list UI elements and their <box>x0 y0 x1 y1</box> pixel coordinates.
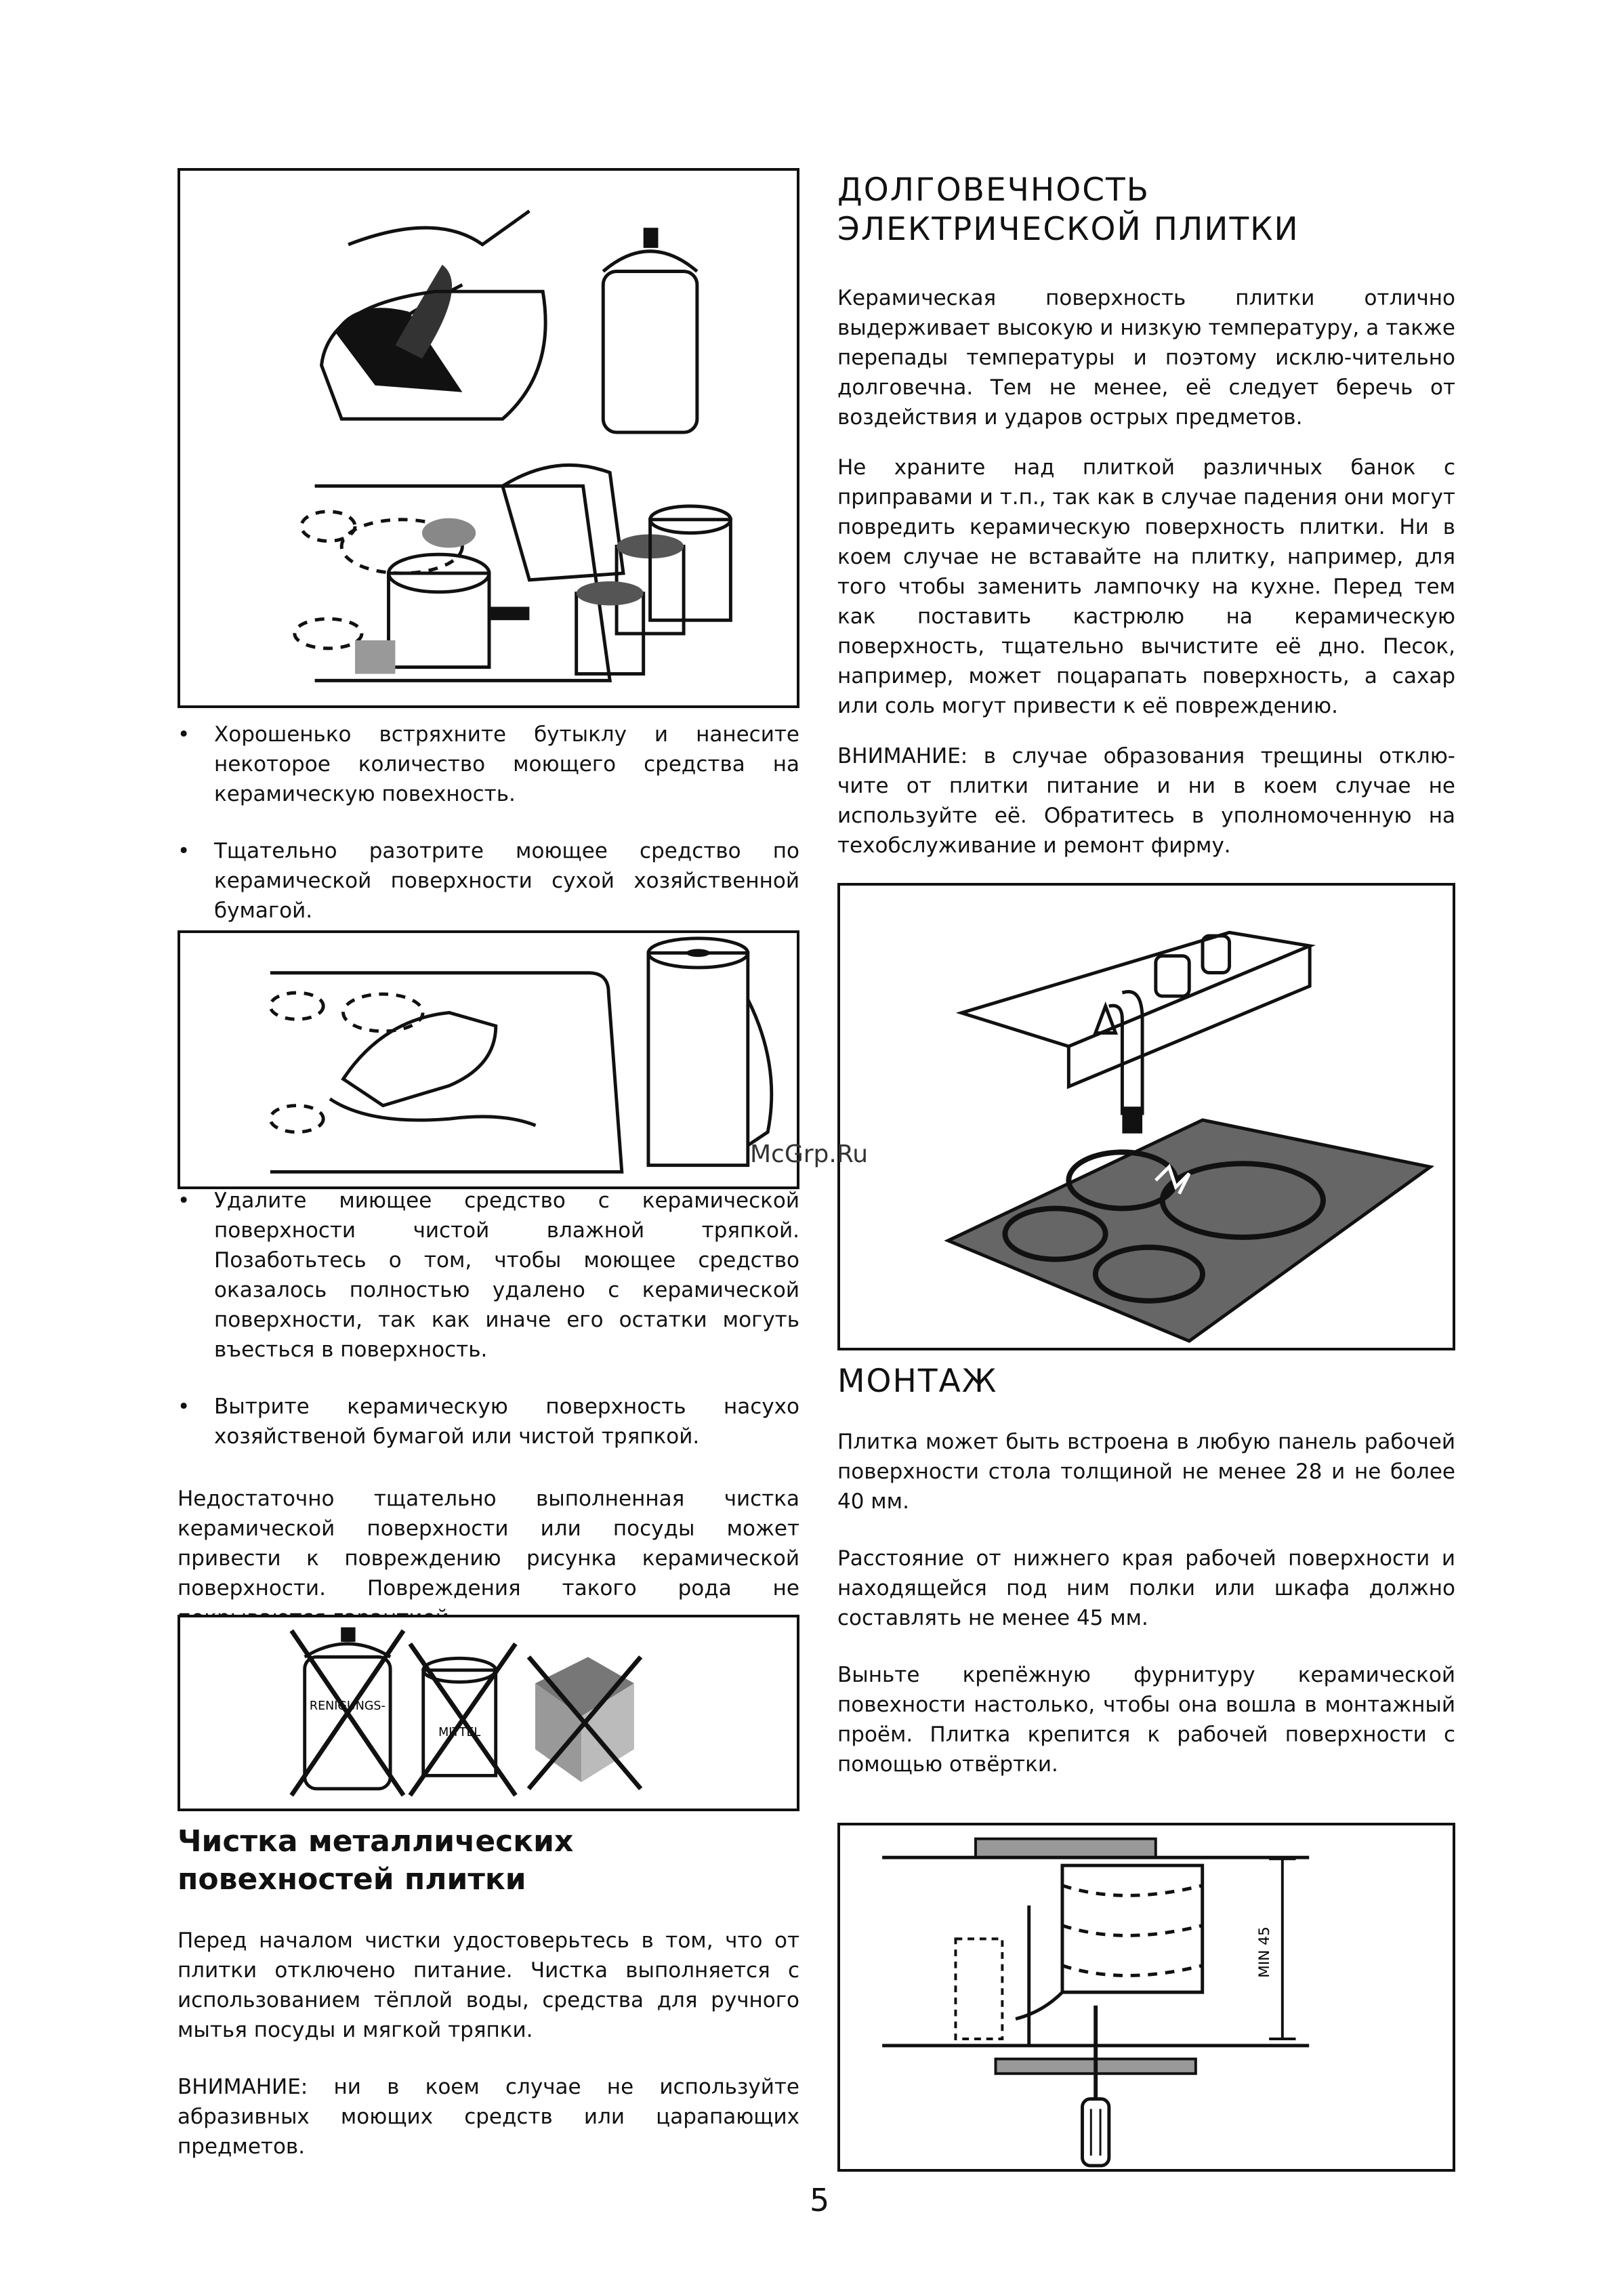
durability-section <box>837 171 1455 861</box>
page-number: 5 <box>810 2182 830 2218</box>
crossed-label-1: RENIGUNGS- <box>309 1699 386 1714</box>
list-item <box>178 720 799 809</box>
bullet-symbol: • <box>178 722 190 747</box>
section-heading: МОНТАЖ <box>837 1363 998 1400</box>
list-item <box>178 1186 799 1365</box>
warranty-warning <box>178 1484 799 1633</box>
cooktop-impact-illustration <box>837 883 1455 1350</box>
section-heading: Чистка металлических повехностей плитки <box>178 1824 574 1897</box>
metal-paragraph-2: ВНИМАНИЕ: ни в коем случае не используйте абразивных моющих средств или царапающих предметов. <box>178 2075 799 2159</box>
cleaning-drawing <box>180 171 797 705</box>
section-heading: ДОЛГОВЕЧНОСТЬ ЭЛЕКТРИЧЕСКОЙ ПЛИТКИ <box>837 171 1299 248</box>
warranty-warning-text: Недостаточно тщательно выполненная чистка керамической поверхности или посуды может привести к повреждению рисунка керамической поверхности. Повреждения такого рода не <box>178 1487 799 1600</box>
durability-paragraph-2: Не храните над плиткой различных банок с приправами и т.п., так как в случае падения они могут повредить керамическую поверхность плитки. Ни в коем случае не вставайте на плитку, например, для того чтобы заменить лампочку на кухне. Перед тем как поставить кастрюлю на керамическую поверхность, тщательно вычистите её дно. Песок, например, может поцарапать поверхность, а сахар или соль могут привести к её повреждению. <box>837 455 1455 718</box>
prohibited-products-illustration <box>178 1615 799 1811</box>
prohibited-products-drawing <box>180 1617 797 1809</box>
cleaning-illustration <box>178 168 799 708</box>
watermark: McGrp.Ru <box>750 1140 869 1168</box>
list-item-text: Вытрите керамическую поверхность насухо хозяйственой бумагой или чистой тряпкой. <box>214 1395 799 1449</box>
durability-warning: ВНИМАНИЕ: в случае образования трещины отклю-чите от плитки питание и ни в коем случае не используйте её. Обратитесь в уполномоченную на техобслуживание и ремонт фирму. <box>837 744 1455 858</box>
metal-paragraph-1: Перед началом чистки удостоверьтесь в том, что от плитки отключено питание. Чистка выполняется с использованием тёплой воды, средства для ручного мытья посуды и мягкой тряпки. <box>178 1928 799 2042</box>
wiping-illustration <box>178 930 799 1189</box>
bullet-symbol: • <box>178 1189 190 1213</box>
bullet-symbol: • <box>178 1395 190 1419</box>
metal-cleaning-section <box>178 1823 799 2162</box>
dimension-label: MIN 45 <box>1256 1926 1274 1978</box>
crossed-label-2: MITTEL <box>438 1726 481 1740</box>
cooktop-impact-drawing <box>840 886 1453 1348</box>
list-item-text: Тщательно разотрите моющее средство по керамической поверхности сухой хозяйственной бумагой. <box>214 839 799 923</box>
installation-diagram <box>837 1823 1455 2172</box>
mounting-paragraph-3: Выньте крепёжную фурнитуру керамической повехности настолько, чтобы она вошла в монтажный проём. Плитка крепится к рабочей поверхности с помощью отвёртки. <box>837 1663 1455 1777</box>
bullet-symbol: • <box>178 839 190 863</box>
cleaning-steps-1 <box>178 720 799 926</box>
mounting-section <box>837 1362 1455 1779</box>
list-item-text: Хорошенько встряхните бутыклу и нанесите некоторое количество моющего средства на керамическую повехность. <box>214 722 799 806</box>
list-item-text: Удалите миющее средство с керамической поверхности чистой влажной тряпкой. Позаботьтесь о том, чтобы моющее средство оказалось полностью удалено с керамической поверхности, так как иначе его остатки могуть въесться в поверхность. <box>214 1189 799 1362</box>
list-item <box>178 836 799 926</box>
durability-paragraph-1: Керамическая поверхность плитки отлично выдерживает высокую и низкую температуру, а также перепады температуры и поэтому исклю-чительно долговечна. Тем не менее, её следует беречь от воздействия и ударов острых предметов. <box>837 286 1455 430</box>
mounting-paragraph-2: Расстояние от нижнего края рабочей поверхности и находящейся под ним полки или шкафа должно составлять не менее 45 мм. <box>837 1546 1455 1630</box>
wiping-drawing <box>180 933 797 1186</box>
list-item <box>178 1392 799 1451</box>
cleaning-steps-2 <box>178 1186 799 1451</box>
mounting-paragraph-1: Плитка может быть встроена в любую панель рабочей поверхности стола толщиной не менее 28 и не более 40 мм. <box>837 1430 1455 1514</box>
installation-drawing <box>840 1825 1453 2169</box>
